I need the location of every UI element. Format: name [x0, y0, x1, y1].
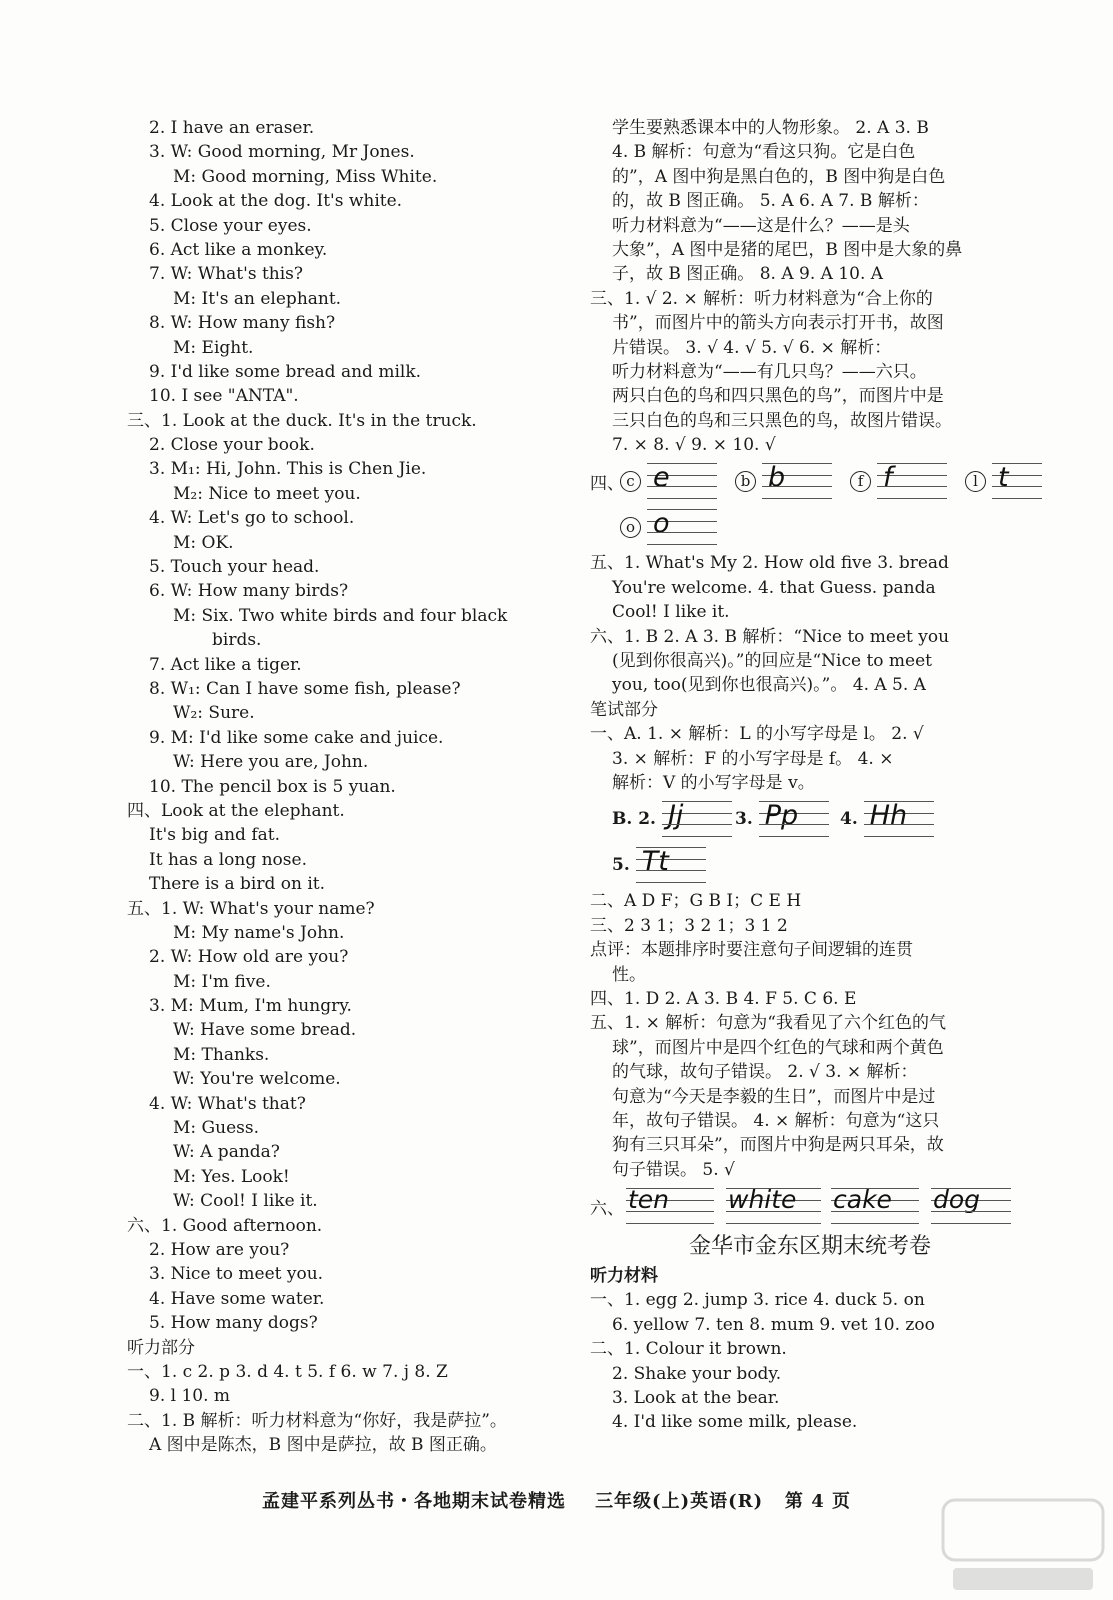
- page-suffix: 页: [832, 1491, 851, 1512]
- text-line: 的气球，故句子错误。 2. √ 3. × 解析：: [612, 1062, 918, 1083]
- text-line: 2. I have an eraser.: [149, 118, 315, 138]
- text-line: W: You're welcome.: [173, 1069, 341, 1090]
- section-six-label: 六、: [590, 1199, 624, 1220]
- text-line: 10. The pencil box is 5 yuan.: [149, 776, 396, 797]
- writing-lines: [647, 463, 717, 499]
- writing-lines: [992, 463, 1042, 499]
- handwritten-letter: b: [768, 462, 786, 494]
- text-line: 句子错误。 5. √: [612, 1159, 735, 1180]
- handwritten-letter: t: [998, 462, 1009, 494]
- right-middle-block: [590, 551, 1030, 795]
- text-line: 六、1. Good afternoon.: [127, 1215, 323, 1236]
- text-line: 子，故 B 图正确。 8. A 9. A 10. A: [612, 264, 884, 285]
- item-number: 4.: [840, 809, 858, 830]
- text-line: 的，故 B 图正确。 5. A 6. A 7. B 解析：: [612, 191, 929, 212]
- text-line: M: Guess.: [173, 1118, 259, 1139]
- handwritten-pair: Hh: [869, 800, 908, 832]
- pair-item-5: [612, 847, 706, 883]
- letter-item-1: [620, 463, 717, 499]
- section-six-row: [590, 1184, 1030, 1228]
- series-name: 孟建平系列丛书・各地期末试卷精选: [261, 1491, 566, 1512]
- text-line: 性。: [612, 964, 646, 985]
- text-line: 听力材料意为“——这是什么？——是头: [612, 215, 910, 236]
- text-line: 4. W: What's that?: [149, 1093, 306, 1114]
- text-line: 五、1. W: What's your name?: [127, 898, 375, 919]
- text-line: 学生要熟悉课本中的人物形象。 2. A 3. B: [612, 118, 929, 138]
- text-line: 9. l 10. m: [149, 1386, 231, 1407]
- text-line: 六、1. B 2. A 3. B 解析：“Nice to meet you: [590, 626, 950, 647]
- text-line: W: Have some bread.: [173, 1020, 357, 1041]
- text-line: 狗有三只耳朵”，而图片中狗是两只耳朵，故: [612, 1135, 944, 1156]
- text-line: W: A panda?: [173, 1142, 280, 1163]
- handwritten-letter: e: [653, 462, 670, 494]
- text-line: 球”，而图片中是四个红色的气球和两个黄色: [612, 1037, 944, 1058]
- text-line: 4. Look at the dog. It's white.: [149, 191, 403, 212]
- circle-option: c: [620, 471, 641, 492]
- word-item-3: [825, 1185, 919, 1224]
- handwritten-word: white: [728, 1185, 797, 1215]
- handwritten-word: dog: [933, 1185, 981, 1215]
- writing-lines: [877, 463, 947, 499]
- text-line: 4. B 解析：句意为“看这只狗。它是白色: [612, 142, 916, 163]
- text-line: It has a long nose.: [149, 849, 307, 870]
- writing-lines: [626, 1185, 714, 1224]
- text-line: 三、1. √ 2. × 解析：听力材料意为“合上你的: [590, 288, 933, 309]
- text-line: 一、1. c 2. p 3. d 4. t 5. f 6. w 7. j 8. Z: [127, 1361, 448, 1382]
- writing-lines: [636, 847, 706, 883]
- circle-option: l: [965, 471, 986, 492]
- writing-lines: [647, 509, 717, 545]
- text-line: 3. M: Mum, I'm hungry.: [149, 996, 352, 1017]
- handwritten-letter: f: [883, 462, 893, 494]
- item-number: 5.: [612, 855, 630, 876]
- watermark-logo: [933, 1490, 1113, 1600]
- text-line: 8. W₁: Can I have some fish, please?: [149, 678, 461, 699]
- text-line: 5. How many dogs?: [149, 1313, 318, 1334]
- text-line: 4. Have some water.: [149, 1288, 325, 1309]
- section-four-row-2: [590, 505, 1030, 549]
- text-line: You're welcome. 4. that Guess. panda: [612, 577, 936, 598]
- text-line: 二、1. B 解析：听力材料意为“你好，我是萨拉”。: [127, 1410, 507, 1431]
- writing-lines: [759, 801, 829, 837]
- section-four-label: 四、: [590, 474, 624, 495]
- page-prefix: 第: [784, 1491, 804, 1512]
- writing-b-row-2: [590, 843, 1030, 887]
- text-line: 句意为“今天是李毅的生日”，而图片中是过: [612, 1086, 936, 1107]
- letter-item-3: [850, 463, 947, 499]
- text-line: 9. I'd like some bread and milk.: [149, 361, 422, 382]
- text-line: 四、Look at the elephant.: [127, 800, 345, 821]
- page-number: 4: [811, 1491, 825, 1512]
- handwritten-pair: Jj: [667, 800, 684, 832]
- text-line: 五、1. What's My 2. How old five 3. bread: [590, 553, 949, 574]
- text-line: Cool! I like it.: [612, 602, 730, 623]
- letter-item-4: [965, 463, 1042, 499]
- grade-subject: 三年级(上)英语(R): [595, 1491, 764, 1512]
- right-column: [590, 116, 1030, 1435]
- item-number: B. 2.: [612, 809, 656, 830]
- text-line: 二、A D F；G B I；C E H: [590, 891, 802, 912]
- handwritten-pair: Tt: [641, 846, 669, 878]
- text-line: 3. Nice to meet you.: [149, 1264, 324, 1285]
- text-line: M₂: Nice to meet you.: [173, 483, 361, 504]
- word-item-1: [620, 1185, 714, 1224]
- text-line: you, too(见到你也很高兴)。”。 4. A 5. A: [612, 675, 926, 696]
- text-line: 两只白色的鸟和四只黑色的鸟”，而图片中是: [612, 386, 944, 407]
- text-line: 5. Close your eyes.: [149, 215, 312, 236]
- text-line: 6. W: How many birds?: [149, 581, 349, 602]
- text-line: 3. × 解析：F 的小写字母是 f。 4. ×: [612, 748, 894, 769]
- text-line: 年，故句子错误。 4. × 解析：句意为“这只: [612, 1110, 940, 1131]
- text-line: M: Thanks.: [173, 1044, 270, 1065]
- text-line: M: Good morning, Miss White.: [173, 166, 438, 187]
- text-line: M: Six. Two white birds and four black: [173, 605, 508, 626]
- text-line: 片错误。 3. √ 4. √ 5. √ 6. × 解析：: [612, 337, 892, 358]
- text-line: 4. I'd like some milk, please.: [612, 1412, 858, 1433]
- text-line: 的”，A 图中狗是黑白色的，B 图中狗是白色: [612, 166, 946, 187]
- text-line: 2. Close your book.: [149, 435, 315, 456]
- text-line: 二、1. Colour it brown.: [590, 1339, 787, 1360]
- letter-item-5: [620, 509, 717, 545]
- text-line: 笔试部分: [590, 699, 658, 720]
- text-line: There is a bird on it.: [149, 874, 326, 895]
- text-line: M: Eight.: [173, 337, 254, 358]
- text-line: 三、2 3 1；3 2 1；3 1 2: [590, 915, 788, 936]
- text-line: 3. Look at the bear.: [612, 1388, 780, 1409]
- text-line: 2. How are you?: [149, 1239, 290, 1260]
- paper-title: 金华市金东区期末统考卷: [688, 1234, 931, 1260]
- text-line: 2. Shake your body.: [612, 1363, 782, 1384]
- text-line: It's big and fat.: [149, 825, 280, 846]
- text-line: 7. W: What's this?: [149, 264, 303, 285]
- text-line: 点评：本题排序时要注意句子间逻辑的连贯: [590, 940, 913, 961]
- circle-option: b: [735, 471, 756, 492]
- text-line: W: Cool! I like it.: [173, 1191, 318, 1212]
- text-line: birds.: [212, 630, 262, 651]
- text-line: (见到你很高兴)。”的回应是“Nice to meet: [612, 651, 932, 672]
- text-line: 听力部分: [127, 1337, 195, 1358]
- text-line: M: It's an elephant.: [173, 288, 342, 309]
- text-line: W₂: Sure.: [173, 703, 255, 724]
- text-line: 五、1. × 解析：句意为“我看见了六个红色的气: [590, 1013, 946, 1034]
- text-line: 一、1. egg 2. jump 3. rice 4. duck 5. on: [590, 1290, 925, 1311]
- text-line: 听力材料意为“——有几只鸟？——六只。: [612, 361, 927, 382]
- text-line: 6. yellow 7. ten 8. mum 9. vet 10. zoo: [612, 1314, 935, 1335]
- text-line: M: Yes. Look!: [173, 1166, 290, 1187]
- text-line: 5. Touch your head.: [149, 557, 320, 578]
- writing-lines: [931, 1185, 1011, 1224]
- text-line: 10. I see "ANTA".: [149, 386, 299, 407]
- text-line: 2. W: How old are you?: [149, 947, 349, 968]
- text-line: 3. W: Good morning, Mr Jones.: [149, 142, 415, 163]
- listening-title: 听力材料: [590, 1266, 658, 1287]
- text-line: 3. M₁: Hi, John. This is Chen Jie.: [149, 459, 427, 480]
- text-line: 书”，而图片中的箭头方向表示打开书，故图: [612, 313, 944, 334]
- text-line: A 图中是陈杰，B 图中是萨拉，故 B 图正确。: [149, 1435, 497, 1456]
- word-item-2: [720, 1185, 821, 1224]
- writing-lines: [864, 801, 934, 837]
- circle-option: f: [850, 471, 871, 492]
- text-line: 解析：V 的小写字母是 v。: [612, 772, 815, 793]
- left-column: [127, 116, 567, 1457]
- section-four-row-1: [590, 459, 1030, 503]
- word-item-4: [925, 1185, 1011, 1224]
- handwritten-letter: o: [653, 508, 670, 540]
- handwritten-pair: Pp: [764, 800, 799, 832]
- text-line: M: I'm five.: [173, 971, 271, 992]
- circle-option: o: [620, 517, 641, 538]
- right-top-block: [590, 116, 1030, 457]
- text-line: 6. Act like a monkey.: [149, 239, 328, 260]
- text-line: 7. × 8. √ 9. × 10. √: [612, 435, 776, 456]
- text-line: 四、1. D 2. A 3. B 4. F 5. C 6. E: [590, 988, 857, 1009]
- writing-lines: [726, 1185, 821, 1224]
- text-line: 8. W: How many fish?: [149, 313, 336, 334]
- letter-item-2: [735, 463, 832, 499]
- handwritten-word: cake: [833, 1185, 892, 1215]
- text-line: 9. M: I'd like some cake and juice.: [149, 727, 444, 748]
- pair-item-4: [840, 801, 934, 837]
- writing-lines: [662, 801, 732, 837]
- pair-item-3: [735, 801, 829, 837]
- writing-b-row-1: [590, 797, 1030, 841]
- pair-item-2: [612, 801, 732, 837]
- writing-lines: [762, 463, 832, 499]
- text-line: W: Here you are, John.: [173, 752, 369, 773]
- text-line: 大象”，A 图中是猪的尾巴，B 图中是大象的鼻: [612, 239, 963, 260]
- right-bottom-block: [590, 889, 1030, 1182]
- text-line: 三、1. Look at the duck. It's in the truck.: [127, 410, 477, 431]
- handwritten-word: ten: [628, 1185, 670, 1215]
- text-line: 三只白色的鸟和三只黑色的鸟，故图片错误。: [612, 410, 952, 431]
- right-end-block: [590, 1288, 1030, 1434]
- writing-lines: [831, 1185, 919, 1224]
- text-line: 4. W: Let's go to school.: [149, 508, 355, 529]
- text-line: M: My name's John.: [173, 922, 345, 943]
- text-line: 一、A. 1. × 解析：L 的小写字母是 l。 2. √: [590, 724, 924, 745]
- item-number: 3.: [735, 809, 753, 830]
- text-line: 7. Act like a tiger.: [149, 654, 302, 675]
- text-line: M: OK.: [173, 532, 234, 553]
